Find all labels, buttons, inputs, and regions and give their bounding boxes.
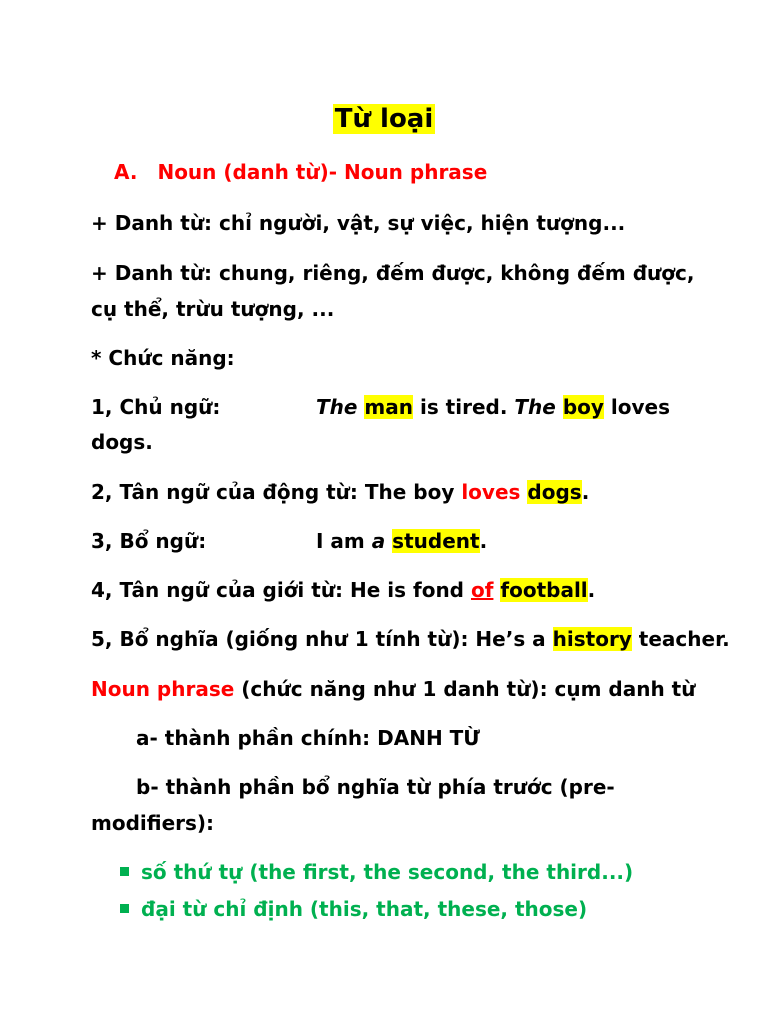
noun-types-line-2: cụ thể, trừu tượng, ... [91,297,335,321]
square-bullet-icon [120,867,129,876]
noun-definition-line: + Danh từ: chỉ người, vật, sự việc, hiện tượng... [91,211,626,235]
bullet-item [120,892,587,926]
function-subject-example [316,390,670,424]
example-tail: loves [603,395,670,419]
highlight-student: student [392,529,480,553]
page-title [0,99,768,139]
square-bullet-icon [120,904,129,913]
example-the-2: The [514,395,556,419]
highlight-boy: boy [562,395,604,419]
highlight-dogs: dogs [527,480,582,504]
section-a-title: Noun (danh từ)- Noun phrase [157,160,488,184]
highlight-man: man [364,395,413,419]
pre-modifiers-line-2: modifiers): [91,811,215,835]
function-complement-label: 3, Bổ ngữ: [91,529,207,553]
word-of: of [470,578,494,602]
function-subject-label: 1, Chủ ngữ: [91,395,221,419]
function-complement-example: I am a student. [316,529,488,553]
word-loves: loves [461,480,521,504]
title-text: Từ loại [334,104,434,134]
highlight-football: football [500,578,588,602]
bullet-item [120,855,633,889]
example-mid: is tired. [413,395,515,419]
head-noun-line: a- thành phần chính: DANH TỪ [136,726,481,750]
noun-phrase-term: Noun phrase [91,677,235,701]
section-a-marker: A. [114,160,138,184]
noun-phrase-desc: (chức năng như 1 danh từ): cụm danh từ [234,677,696,701]
bullet-text: số thứ tự (the first, the second, the third...) [141,860,634,884]
verb-object-label: 2, Tân ngữ của động từ: The boy [91,480,462,504]
example-the-1: The [316,395,358,419]
word-a: a [371,529,386,553]
functions-heading: * Chức năng: [91,346,235,370]
noun-phrase-definition [91,672,695,706]
bullet-text: đại từ chỉ định (this, that, these, those) [141,897,588,921]
function-subject-example-cont: dogs. [91,430,153,454]
function-modifier: 5, Bổ nghĩa (giống như 1 tính từ): He’s a history teacher. [91,627,730,651]
section-a-heading [114,155,487,189]
noun-types-line-1: + Danh từ: chung, riêng, đếm được, không đếm được, [91,261,695,285]
pre-modifiers-line-1: b- thành phần bổ nghĩa từ phía trước (pre- [136,775,615,799]
function-preposition-object: 4, Tân ngữ của giới từ: He is fond of football. [91,578,596,602]
highlight-history: history [552,627,632,651]
function-verb-object: 2, Tân ngữ của động từ: The boy loves dogs. [91,480,590,504]
